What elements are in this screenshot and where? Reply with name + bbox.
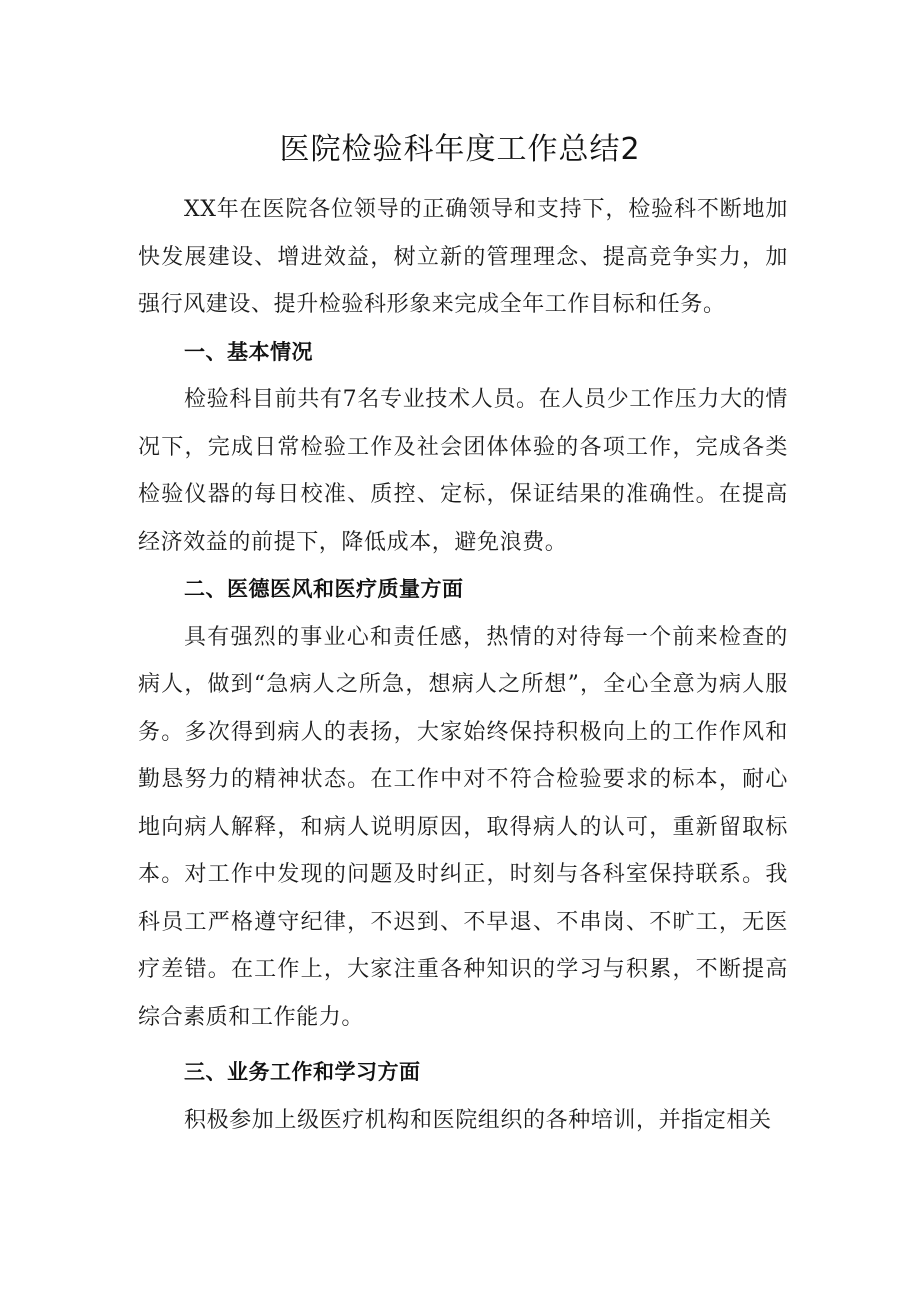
page-title: 医院检验科年度工作总结2 [279,132,641,167]
document-body [138,186,788,1144]
section-heading-basic-situation: 一、基本情况 [184,339,313,364]
section-paragraph-medical-ethics: 具有强烈的事业心和责任感，热情的对待每一个前来检查的病人，做到“急病人之所急，想病人之所想”，全心全意为病人服务。多次得到病人的表扬，大家始终保持积极向上的工作作风和勤恳努力的精神状态。在工作中对不符合检验要求的标本，耐心地向病人解释，和病人说明原因，取得病人的认可，重新留取标本。对工作中发现的问题及时纠正，时刻与各科室保持联系。我科员工严格遵守纪律，不迟到、不早退、不串岗、不旷工，无医疗差错。在工作上，大家注重各种知识的学习与积累，不断提高综合素质和工作能力。 [138,624,788,1030]
intro-paragraph: XX年在医院各位领导的正确领导和支持下，检验科不断地加快发展建设、增进效益，树立新的管理理念、提高竞争实力，加强行风建设、提升检验科形象来完成全年工作目标和任务。 [138,197,788,317]
section-paragraph-basic-situation: 检验科目前共有7名专业技术人员。在人员少工作压力大的情况下，完成日常检验工作及社会团体体验的各项工作，完成各类检验仪器的每日校准、质控、定标，保证结果的准确性。在提高经济效益的前提下，降低成本，避免浪费。 [138,387,788,555]
section-paragraph-business-study: 积极参加上级医疗机构和医院组织的各种培训，并指定相关 [184,1107,772,1133]
section-heading-medical-ethics: 二、医德医风和医疗质量方面 [184,577,464,601]
section-heading-business-study: 三、业务工作和学习方面 [184,1060,421,1084]
